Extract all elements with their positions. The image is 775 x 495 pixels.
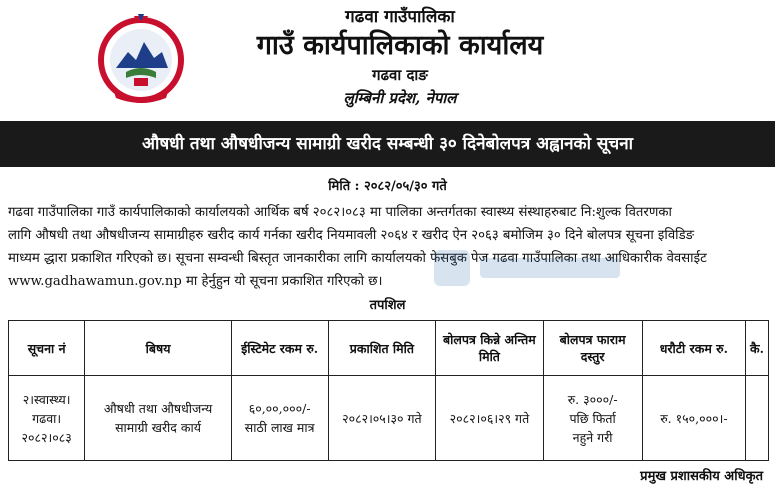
table-header-row: [9, 321, 769, 376]
cell-subject: औषधी तथा औषधीजन्य सामाग्री खरीद कार्य: [85, 376, 231, 461]
col-subject: बिषय: [85, 321, 231, 376]
col-last-date: बोलपत्र किन्ने अन्तिम मिति: [436, 321, 543, 376]
col-deposit: धरौटी रकम रु.: [642, 321, 745, 376]
notice-body: [8, 201, 768, 293]
schedule-title: तपशिल: [369, 298, 406, 313]
cell-notice-no: २।स्वास्थ्य। गढवा। २०८२।०८३: [9, 376, 85, 461]
col-published: प्रकाशित मिति: [328, 321, 436, 376]
cell-last-date: २०८२।०६।२९ गते: [436, 376, 543, 461]
office-name: गाउँ कार्यपालिकाको कार्यालय: [256, 30, 544, 61]
col-notice-no: सूचना नं: [9, 321, 85, 376]
cell-form-fee: रु. ३०००/- पछि फिर्ता नहुने गरी: [543, 376, 642, 461]
cell-estimate: ६०,००,०००/- साठी लाख मात्र: [231, 376, 328, 461]
nepal-emblem-icon: [96, 12, 186, 104]
notice-title-banner: औषधी तथा औषधीजन्य सामाग्री खरीद सम्बन्धी ३० दिनेबोलपत्र अह्वानको सूचना: [0, 121, 775, 167]
schedule-table: [8, 320, 769, 461]
municipality-name: गढवा गाउँपालिका: [345, 7, 455, 27]
col-estimate: ईस्टिमेट रकम रु.: [231, 321, 328, 376]
signature-title: प्रमुख प्रशासकीय अधिकृत: [640, 469, 763, 484]
province-name: लुम्बिनी प्रदेश, नेपाल: [343, 89, 457, 107]
cell-published: २०८२।०५।३० गते: [328, 376, 436, 461]
col-remarks: कै.: [746, 321, 769, 376]
body-line: लागि औषधी तथा औषधीजन्य सामाग्रीहरु खरीद कार्य गर्नका खरीद नियमावली २०६४ र खरीद ऐन २०६३ बमोजिम ३० दिने बोलपत्र सूचना इविडिङ: [8, 228, 695, 243]
body-line: www.gadhawamun.gov.np मा हेर्नुहुन यो सूचना प्रकाशित गरिएको छ।: [8, 274, 383, 289]
cell-deposit: रु. १५०,०००।-: [642, 376, 745, 461]
cell-remarks: [746, 376, 769, 461]
letterhead: [0, 0, 775, 118]
notice-date: मिति : २०८२/०५/३० गते: [328, 179, 447, 194]
body-line: माध्यम द्धारा प्रकाशित गरिएको छ। सूचना सम्वन्धी बिस्तृत जानकारीका लागि कार्यालयको फेसबुक पेज गढवा गाउँपालिका तथा आधिकारीक वेवसाईट: [8, 251, 707, 266]
office-location: गढवा दाङ: [372, 66, 428, 84]
watermark-logo-icon: [430, 244, 630, 294]
col-form-fee: बोलपत्र फाराम दस्तुर: [543, 321, 642, 376]
table-row: [9, 376, 769, 461]
body-line: गढवा गाउँपालिका गाउँ कार्यपालिकाको कार्यालयको आर्थिक बर्ष २०८२।०८३ मा पालिका अन्तर्गतका स्वास्थ्य संस्थाहरुबाट नि:शुल्क वितरणका: [8, 205, 672, 220]
